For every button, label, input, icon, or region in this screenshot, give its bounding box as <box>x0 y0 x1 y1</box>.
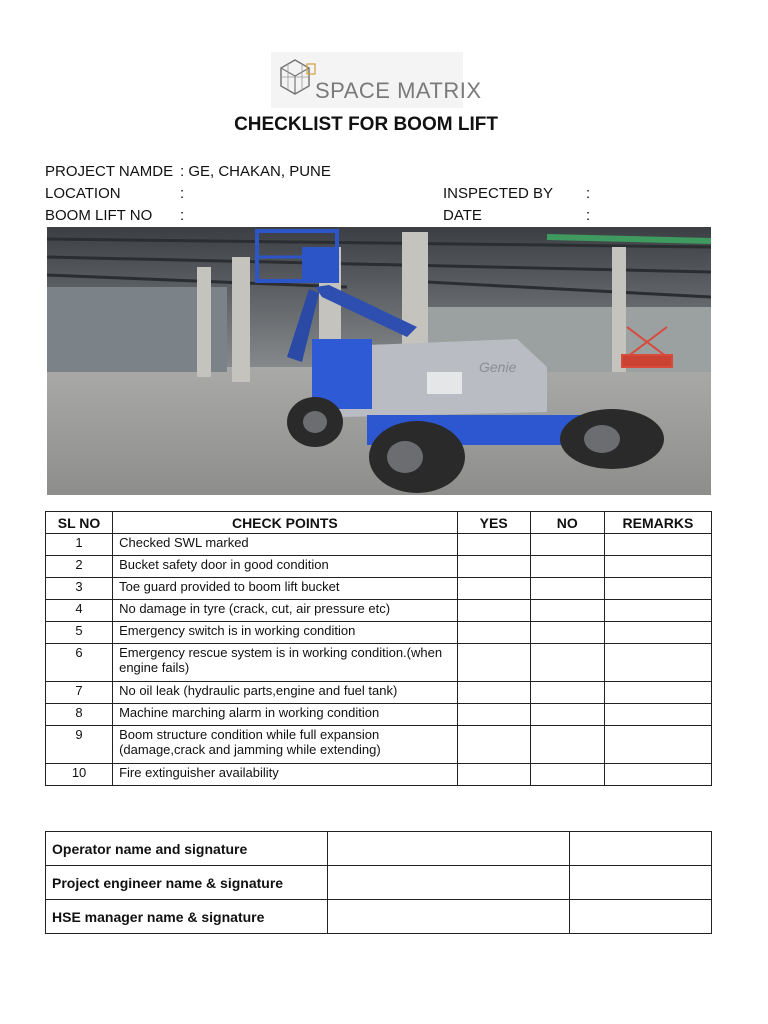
row-check-point: Emergency switch is in working condition <box>113 622 458 644</box>
yes-cell[interactable] <box>457 600 530 622</box>
row-sl-no: 2 <box>46 556 113 578</box>
yes-cell[interactable] <box>457 534 530 556</box>
row-check-point: Emergency rescue system is in working condition.(when engine fails) <box>113 644 458 682</box>
brand-name: SPACE MATRIX <box>315 78 482 103</box>
yes-cell[interactable] <box>457 764 530 786</box>
signature-row <box>46 900 712 934</box>
signature-label: Project engineer name & signature <box>46 866 328 900</box>
yes-cell[interactable] <box>457 622 530 644</box>
signature-cell[interactable] <box>570 900 712 934</box>
header-yes: YES <box>457 512 530 534</box>
no-cell[interactable] <box>530 764 604 786</box>
header-sl-no: SL NO <box>46 512 113 534</box>
table-row <box>46 600 712 622</box>
location-colon: : <box>180 185 185 202</box>
date-colon: : <box>586 207 591 224</box>
checklist-table <box>45 511 712 786</box>
boom-lift-photo <box>47 227 711 495</box>
table-row <box>46 534 712 556</box>
no-cell[interactable] <box>530 622 604 644</box>
yes-cell[interactable] <box>457 644 530 682</box>
yes-cell[interactable] <box>457 682 530 704</box>
header-no: NO <box>530 512 604 534</box>
yes-cell[interactable] <box>457 556 530 578</box>
remarks-cell[interactable] <box>604 764 711 786</box>
table-row <box>46 622 712 644</box>
name-cell[interactable] <box>327 900 570 934</box>
remarks-cell[interactable] <box>604 704 711 726</box>
no-cell[interactable] <box>530 578 604 600</box>
row-check-point: Bucket safety door in good condition <box>113 556 458 578</box>
signature-table <box>45 831 712 934</box>
header-check-points: CHECK POINTS <box>113 512 458 534</box>
table-row <box>46 644 712 682</box>
inspected-by-colon: : <box>586 185 591 202</box>
row-check-point: Machine marching alarm in working condition <box>113 704 458 726</box>
boom-lift-no-colon: : <box>180 207 185 224</box>
remarks-cell[interactable] <box>604 682 711 704</box>
project-value: : GE, CHAKAN, PUNE <box>180 163 331 180</box>
signature-label: Operator name and signature <box>46 832 328 866</box>
no-cell[interactable] <box>530 534 604 556</box>
date-label: DATE <box>443 207 482 224</box>
row-sl-no: 9 <box>46 726 113 764</box>
yes-cell[interactable] <box>457 578 530 600</box>
row-sl-no: 8 <box>46 704 113 726</box>
row-check-point: Toe guard provided to boom lift bucket <box>113 578 458 600</box>
yes-cell[interactable] <box>457 704 530 726</box>
row-sl-no: 3 <box>46 578 113 600</box>
remarks-cell[interactable] <box>604 556 711 578</box>
location-label: LOCATION <box>45 185 121 202</box>
remarks-cell[interactable] <box>604 600 711 622</box>
signature-label: HSE manager name & signature <box>46 900 328 934</box>
row-sl-no: 6 <box>46 644 113 682</box>
table-row <box>46 578 712 600</box>
row-sl-no: 1 <box>46 534 113 556</box>
table-row <box>46 704 712 726</box>
signature-row <box>46 866 712 900</box>
row-check-point: Checked SWL marked <box>113 534 458 556</box>
cube-logo-icon <box>277 56 317 104</box>
signature-cell[interactable] <box>570 866 712 900</box>
remarks-cell[interactable] <box>604 622 711 644</box>
signature-cell[interactable] <box>570 832 712 866</box>
remarks-cell[interactable] <box>604 644 711 682</box>
yes-cell[interactable] <box>457 726 530 764</box>
remarks-cell[interactable] <box>604 578 711 600</box>
row-sl-no: 5 <box>46 622 113 644</box>
row-check-point: Boom structure condition while full expansion (damage,crack and jamming while extending) <box>113 726 458 764</box>
table-row <box>46 764 712 786</box>
row-sl-no: 4 <box>46 600 113 622</box>
table-row <box>46 556 712 578</box>
table-row <box>46 726 712 764</box>
boom-lift-no-label: BOOM LIFT NO <box>45 207 153 224</box>
remarks-cell[interactable] <box>604 726 711 764</box>
page-title: CHECKLIST FOR BOOM LIFT <box>234 114 498 135</box>
no-cell[interactable] <box>530 644 604 682</box>
space-matrix-logo <box>271 52 482 108</box>
row-check-point: No damage in tyre (crack, cut, air pressure etc) <box>113 600 458 622</box>
no-cell[interactable] <box>530 704 604 726</box>
no-cell[interactable] <box>530 726 604 764</box>
name-cell[interactable] <box>327 866 570 900</box>
table-row <box>46 682 712 704</box>
row-sl-no: 10 <box>46 764 113 786</box>
row-check-point: No oil leak (hydraulic parts,engine and fuel tank) <box>113 682 458 704</box>
row-sl-no: 7 <box>46 682 113 704</box>
row-check-point: Fire extinguisher availability <box>113 764 458 786</box>
project-label: PROJECT NAMDE <box>45 163 174 180</box>
genie-brand-mark: Genie <box>479 359 517 375</box>
no-cell[interactable] <box>530 682 604 704</box>
signature-row <box>46 832 712 866</box>
no-cell[interactable] <box>530 556 604 578</box>
inspected-by-label: INSPECTED BY <box>443 185 554 202</box>
name-cell[interactable] <box>327 832 570 866</box>
no-cell[interactable] <box>530 600 604 622</box>
header-remarks: REMARKS <box>604 512 711 534</box>
remarks-cell[interactable] <box>604 534 711 556</box>
